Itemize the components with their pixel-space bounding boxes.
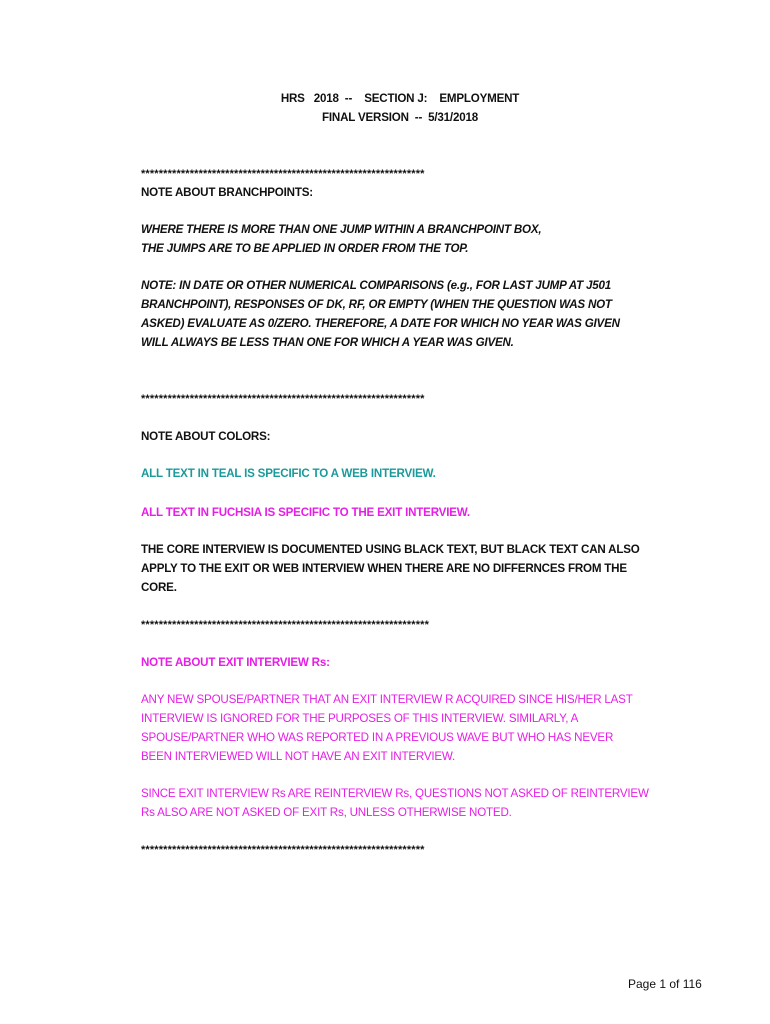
exit-para2-line: SINCE EXIT INTERVIEW Rs ARE REINTERVIEW Rs, QUESTIONS NOT ASKED OF REINTERVIEW — [141, 787, 649, 800]
branchpoints-para2-line: WILL ALWAYS BE LESS THAN ONE FOR WHICH A YEAR WAS GIVEN. — [141, 336, 514, 349]
separator-1: **************************************************************** — [141, 168, 425, 180]
separator-4: **************************************************************** — [141, 844, 425, 856]
teal-note: ALL TEXT IN TEAL IS SPECIFIC TO A WEB INTERVIEW. — [141, 467, 436, 480]
exit-heading: NOTE ABOUT EXIT INTERVIEW Rs: — [141, 656, 330, 669]
document-version: FINAL VERSION -- 5/31/2018 — [322, 111, 478, 124]
branchpoints-para2-line: BRANCHPOINT), RESPONSES OF DK, RF, OR EMPTY (WHEN THE QUESTION WAS NOT — [141, 298, 612, 311]
exit-para2-line: Rs ALSO ARE NOT ASKED OF EXIT Rs, UNLESS OTHERWISE NOTED. — [141, 806, 512, 819]
exit-para1-line: ANY NEW SPOUSE/PARTNER THAT AN EXIT INTERVIEW R ACQUIRED SINCE HIS/HER LAST — [141, 693, 633, 706]
exit-para1-line: BEEN INTERVIEWED WILL NOT HAVE AN EXIT INTERVIEW. — [141, 750, 456, 763]
branchpoints-para2-line: NOTE: IN DATE OR OTHER NUMERICAL COMPARISONS (e.g., FOR LAST JUMP AT J501 — [141, 279, 612, 292]
fuchsia-note: ALL TEXT IN FUCHSIA IS SPECIFIC TO THE EXIT INTERVIEW. — [141, 506, 470, 519]
branchpoints-para1-line: WHERE THERE IS MORE THAN ONE JUMP WITHIN A BRANCHPOINT BOX, — [141, 223, 542, 236]
separator-2: **************************************************************** — [141, 393, 425, 405]
document-title: HRS 2018 -- SECTION J: EMPLOYMENT — [280, 92, 520, 105]
branchpoints-heading: NOTE ABOUT BRANCHPOINTS: — [141, 186, 313, 199]
branchpoints-para2-line: ASKED) EVALUATE AS 0/ZERO. THEREFORE, A DATE FOR WHICH NO YEAR WAS GIVEN — [141, 317, 620, 330]
exit-para1-line: INTERVIEW IS IGNORED FOR THE PURPOSES OF THIS INTERVIEW. SIMILARLY, A — [141, 712, 579, 725]
colors-heading: NOTE ABOUT COLORS: — [141, 430, 271, 443]
page-number: Page 1 of 116 — [628, 977, 702, 991]
exit-para1-line: SPOUSE/PARTNER WHO WAS REPORTED IN A PREVIOUS WAVE BUT WHO HAS NEVER — [141, 731, 614, 744]
core-note-line: APPLY TO THE EXIT OR WEB INTERVIEW WHEN THERE ARE NO DIFFERNCES FROM THE — [141, 562, 627, 575]
core-note-line: THE CORE INTERVIEW IS DOCUMENTED USING BLACK TEXT, BUT BLACK TEXT CAN ALSO — [141, 543, 640, 556]
branchpoints-para1-line: THE JUMPS ARE TO BE APPLIED IN ORDER FROM THE TOP. — [141, 242, 469, 255]
separator-3: ***************************************************************** — [141, 619, 429, 631]
core-note-line: CORE. — [141, 581, 177, 594]
